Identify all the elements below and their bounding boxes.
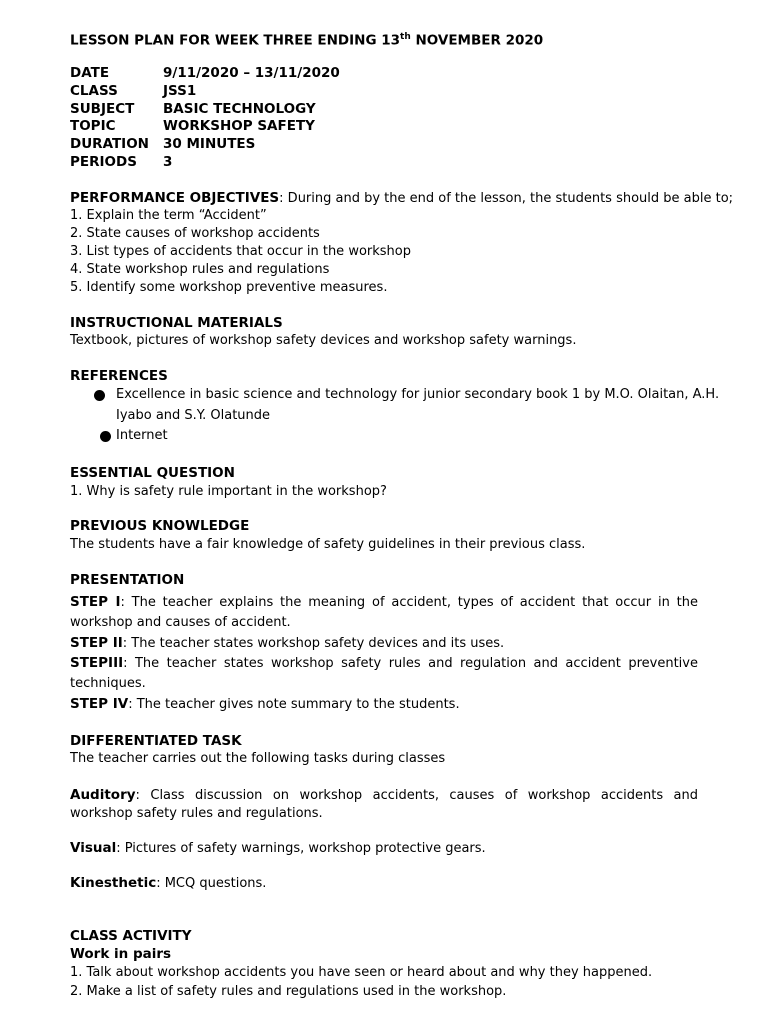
activity-subheading: Work in pairs (70, 946, 172, 962)
kinesthetic-task: Kinesthetic: MCQ questions. (70, 875, 267, 891)
auditory-task: Auditory: Class discussion on workshop accidents, causes of workshop accidents and workshop safety rules and regulations. (70, 787, 698, 821)
objective-item: 2. State causes of workshop accidents (70, 226, 320, 241)
meta-duration: DURATION 30 MINUTES (70, 136, 256, 152)
activity-heading: CLASS ACTIVITY (70, 928, 192, 944)
previous-heading: PREVIOUS KNOWLEDGE (70, 518, 250, 534)
document-title: LESSON PLAN FOR WEEK THREE ENDING 13th NOVEMBER 2020 (70, 32, 544, 49)
visual-task: Visual: Pictures of safety warnings, workshop protective gears. (70, 840, 486, 856)
meta-class: CLASS JSS1 (70, 83, 197, 99)
objective-item: 4. State workshop rules and regulations (70, 262, 330, 277)
essential-text: 1. Why is safety rule important in the workshop? (70, 484, 387, 499)
objective-item: 3. List types of accidents that occur in the workshop (70, 244, 411, 259)
previous-text: The students have a fair knowledge of safety guidelines in their previous class. (70, 537, 586, 552)
reference-item-1-cont: Iyabo and S.Y. Olatunde (116, 408, 271, 423)
objective-item: 1. Explain the term “Accident” (70, 208, 267, 223)
step-4: STEP IV: The teacher gives note summary to the students. (70, 696, 460, 712)
objectives-heading: PERFORMANCE OBJECTIVES: During and by the end of the lesson, the students should be able to; (70, 190, 734, 206)
meta-periods: PERIODS 3 (70, 154, 173, 170)
materials-heading: INSTRUCTIONAL MATERIALS (70, 315, 283, 331)
activity-item: 2. Make a list of safety rules and regulations used in the workshop. (70, 984, 507, 999)
step-3: STEPIII: The teacher states workshop safety rules and regulation and accident preventive techniques. (70, 655, 698, 691)
meta-subject: SUBJECT BASIC TECHNOLOGY (70, 101, 316, 117)
step-2: STEP II: The teacher states workshop safety devices and its uses. (70, 635, 505, 651)
meta-date: DATE 9/11/2020 – 13/11/2020 (70, 65, 340, 81)
reference-item-1: Excellence in basic science and technology for junior secondary book 1 by M.O. Olaitan, A.H. (116, 387, 720, 402)
presentation-heading: PRESENTATION (70, 572, 185, 588)
meta-topic: TOPIC WORKSHOP SAFETY (70, 118, 315, 134)
materials-text: Textbook, pictures of workshop safety devices and workshop safety warnings. (70, 333, 577, 348)
activity-item: 1. Talk about workshop accidents you have seen or heard about and why they happened. (70, 965, 653, 980)
essential-heading: ESSENTIAL QUESTION (70, 465, 235, 481)
reference-item-2: Internet (116, 428, 168, 443)
bullet-icon (94, 390, 105, 405)
step-1: STEP I: The teacher explains the meaning of accident, types of accident that occur in the workshop and causes of accident. (70, 594, 698, 630)
objective-item: 5. Identify some workshop preventive measures. (70, 280, 388, 295)
differentiated-intro: The teacher carries out the following tasks during classes (70, 751, 446, 766)
bullet-icon (100, 431, 111, 446)
references-heading: REFERENCES (70, 368, 168, 384)
differentiated-heading: DIFFERENTIATED TASK (70, 733, 242, 749)
